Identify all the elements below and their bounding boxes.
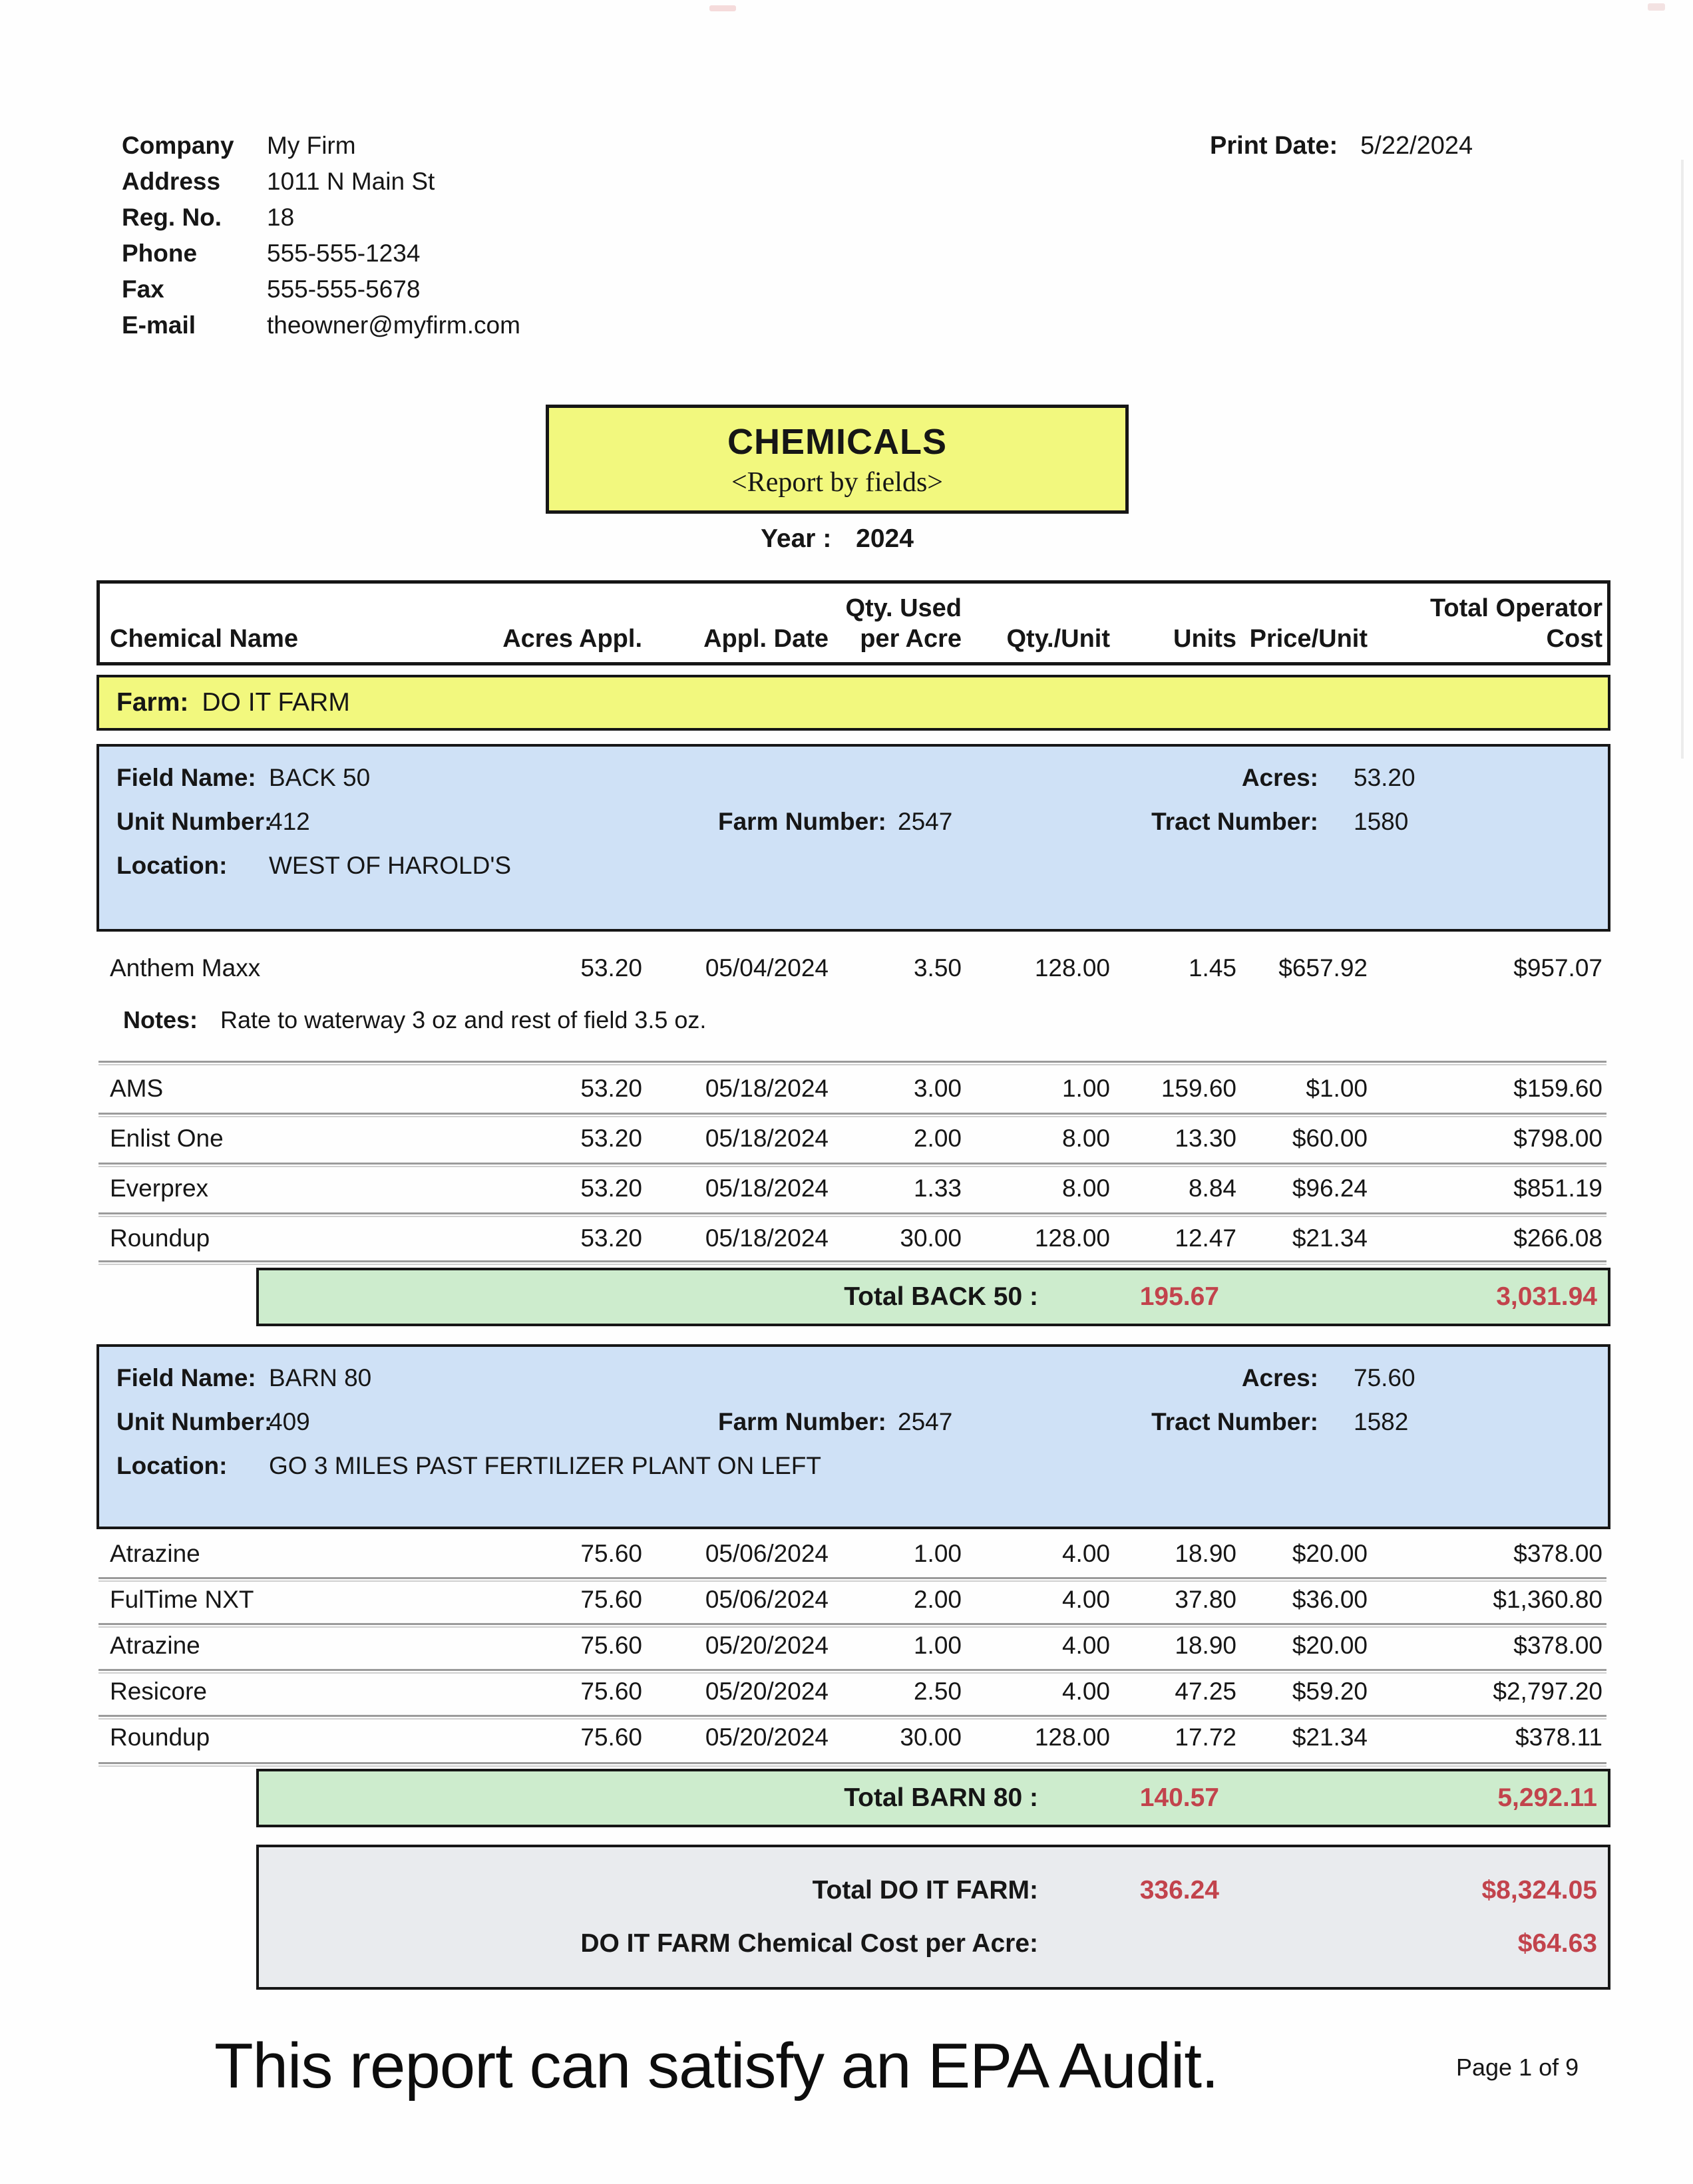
price-unit: $96.24 — [1292, 1175, 1368, 1202]
address-value: 1011 N Main St — [267, 168, 435, 195]
table-row — [96, 946, 1610, 990]
appl-date: 05/18/2024 — [705, 1075, 829, 1102]
cost-per-acre-value: $64.63 — [1517, 1929, 1597, 1958]
report-title: CHEMICALS — [727, 422, 947, 462]
location-label: Location: — [116, 1452, 228, 1479]
col-qty-used-per-acre: Qty. Used per Acre — [845, 594, 962, 653]
report-year — [546, 524, 1129, 554]
farm-total-box — [256, 1845, 1610, 1990]
chemical-name: Roundup — [110, 1224, 210, 1252]
chemical-name: Enlist One — [110, 1125, 224, 1152]
farm-band — [96, 675, 1610, 731]
total-cost: $957.07 — [1513, 954, 1602, 982]
table-row — [96, 1117, 1610, 1161]
units: 37.80 — [1175, 1586, 1236, 1613]
farm-total-label: Total DO IT FARM: — [812, 1876, 1038, 1905]
units: 47.25 — [1175, 1678, 1236, 1705]
tract-number-label: Tract Number: — [1151, 1408, 1318, 1435]
qty-used-per-acre: 1.33 — [913, 1175, 962, 1202]
company-value: My Firm — [267, 132, 356, 159]
cost-per-acre-row — [259, 1929, 1597, 1958]
location-label: Location: — [116, 852, 228, 879]
field-total-label: Total BACK 50 : — [844, 1282, 1038, 1311]
cost-per-acre-label: DO IT FARM Chemical Cost per Acre: — [580, 1929, 1038, 1958]
qty-unit: 128.00 — [1034, 1224, 1110, 1252]
scan-artifact — [1681, 160, 1684, 759]
field-name-value: BARN 80 — [269, 1364, 372, 1391]
price-unit: $21.34 — [1292, 1724, 1368, 1751]
epa-audit-tagline: This report can satisfy an EPA Audit. — [214, 2030, 1219, 2101]
acres-appl: 53.20 — [580, 1125, 642, 1152]
acres-appl: 75.60 — [580, 1586, 642, 1613]
total-cost: $378.00 — [1513, 1540, 1602, 1567]
qty-used-per-acre: 2.50 — [913, 1678, 962, 1705]
total-cost: $2,797.20 — [1493, 1678, 1602, 1705]
chemical-name: Roundup — [110, 1724, 210, 1751]
farm-total-cost: $8,324.05 — [1481, 1876, 1597, 1905]
table-row — [96, 1716, 1610, 1759]
company-label: Company — [122, 132, 234, 159]
tract-number-label: Tract Number: — [1151, 808, 1318, 835]
company-info — [122, 128, 520, 343]
total-cost: $378.11 — [1515, 1724, 1602, 1751]
print-date-value: 5/22/2024 — [1360, 132, 1473, 160]
location-value: GO 3 MILES PAST FERTILIZER PLANT ON LEFT — [269, 1452, 821, 1479]
qty-used-per-acre: 3.00 — [913, 1075, 962, 1102]
field-total-label: Total BARN 80 : — [844, 1783, 1038, 1812]
unit-number-value: 409 — [269, 1408, 310, 1435]
farm-number-value: 2547 — [898, 808, 953, 835]
appl-date: 05/04/2024 — [705, 954, 829, 982]
table-row — [96, 1167, 1610, 1210]
phone-value: 555-555-1234 — [267, 240, 421, 267]
report-subtitle: <Report by fields> — [731, 467, 943, 498]
phone-label: Phone — [122, 240, 198, 267]
price-unit: $60.00 — [1292, 1125, 1368, 1152]
total-cost: $159.60 — [1513, 1075, 1602, 1102]
farm-number-value: 2547 — [898, 1408, 953, 1435]
chemical-name: AMS — [110, 1075, 164, 1102]
qty-used-per-acre: 2.00 — [913, 1586, 962, 1613]
units: 13.30 — [1175, 1125, 1236, 1152]
farm-label: Farm: — [116, 688, 189, 717]
row-separator — [98, 1260, 1606, 1265]
col-qty-unit: Qty./Unit — [1006, 625, 1110, 653]
price-unit: $20.00 — [1292, 1540, 1368, 1567]
notes-label: Notes: — [123, 1006, 198, 1033]
chemical-name: Everprex — [110, 1175, 209, 1202]
location-value: WEST OF HAROLD'S — [269, 852, 512, 879]
col-total-operator-cost: Total Operator Cost — [1430, 594, 1602, 653]
chemical-name: Atrazine — [110, 1632, 200, 1659]
chemical-name: FulTime NXT — [110, 1586, 254, 1613]
reg-no-label: Reg. No. — [122, 204, 222, 231]
farm-number-label: Farm Number: — [718, 1408, 886, 1435]
acres-appl: 75.60 — [580, 1540, 642, 1567]
price-unit: $36.00 — [1292, 1586, 1368, 1613]
qty-unit: 4.00 — [1061, 1678, 1110, 1705]
qty-unit: 4.00 — [1061, 1632, 1110, 1659]
appl-date: 05/20/2024 — [705, 1678, 829, 1705]
farm-total-qty: 336.24 — [1139, 1876, 1219, 1905]
field-total-cost: 3,031.94 — [1496, 1282, 1597, 1311]
farm-total-row — [259, 1876, 1597, 1905]
year-label: Year : — [761, 524, 832, 553]
table-row — [96, 1578, 1610, 1622]
farm-name: DO IT FARM — [202, 688, 350, 717]
acres-appl: 75.60 — [580, 1678, 642, 1705]
tract-number-value: 1582 — [1354, 1408, 1409, 1435]
appl-date: 05/18/2024 — [705, 1224, 829, 1252]
notes-row — [123, 1006, 706, 1034]
col-chemical-name: Chemical Name — [110, 625, 299, 653]
units: 159.60 — [1161, 1075, 1236, 1102]
units: 1.45 — [1188, 954, 1236, 982]
qty-unit: 128.00 — [1034, 1724, 1110, 1751]
total-cost: $1,360.80 — [1493, 1586, 1602, 1613]
unit-number-label: Unit Number: — [116, 1408, 273, 1435]
appl-date: 05/18/2024 — [705, 1175, 829, 1202]
field-total-back-50 — [256, 1268, 1610, 1326]
appl-date: 05/20/2024 — [705, 1632, 829, 1659]
email-value: theowner@myfirm.com — [267, 311, 520, 339]
email-label: E-mail — [122, 311, 196, 339]
chemical-name: Resicore — [110, 1678, 207, 1705]
field-total-cost: 5,292.11 — [1497, 1783, 1597, 1812]
field-total-qty: 140.57 — [1139, 1783, 1219, 1812]
price-unit: $59.20 — [1292, 1678, 1368, 1705]
field-name-value: BACK 50 — [269, 764, 371, 791]
fax-label: Fax — [122, 275, 164, 303]
qty-unit: 8.00 — [1061, 1175, 1110, 1202]
unit-number-label: Unit Number: — [116, 808, 273, 835]
page-number: Page 1 of 9 — [1456, 2054, 1579, 2081]
unit-number-value: 412 — [269, 808, 310, 835]
col-units: Units — [1173, 625, 1236, 653]
table-row — [96, 1624, 1610, 1668]
units: 18.90 — [1175, 1540, 1236, 1567]
scan-artifact — [709, 5, 736, 11]
qty-used-per-acre: 1.00 — [913, 1540, 962, 1567]
appl-date: 05/20/2024 — [705, 1724, 829, 1751]
units: 17.72 — [1175, 1724, 1236, 1751]
qty-used-per-acre: 3.50 — [913, 954, 962, 982]
scan-artifact — [1648, 3, 1665, 11]
farm-number-label: Farm Number: — [718, 808, 886, 835]
total-cost: $798.00 — [1513, 1125, 1602, 1152]
qty-unit: 128.00 — [1034, 954, 1110, 982]
table-row — [96, 1216, 1610, 1260]
table-row — [96, 1670, 1610, 1714]
chemical-name: Anthem Maxx — [110, 954, 261, 982]
qty-used-per-acre: 1.00 — [913, 1632, 962, 1659]
total-cost: $266.08 — [1513, 1224, 1602, 1252]
field-total-qty: 195.67 — [1139, 1282, 1219, 1311]
price-unit: $657.92 — [1278, 954, 1368, 982]
units: 18.90 — [1175, 1632, 1236, 1659]
fax-value: 555-555-5678 — [267, 275, 421, 303]
year-value: 2024 — [856, 524, 914, 553]
appl-date: 05/06/2024 — [705, 1540, 829, 1567]
acres-value: 75.60 — [1354, 1364, 1415, 1391]
field-info-barn-80 — [96, 1344, 1610, 1529]
acres-appl: 53.20 — [580, 1175, 642, 1202]
col-price-unit: Price/Unit — [1249, 625, 1368, 653]
table-header — [96, 580, 1610, 665]
row-separator — [98, 1061, 1606, 1065]
col-acres-appl: Acres Appl. — [502, 625, 642, 653]
row-separator — [98, 1762, 1606, 1767]
qty-unit: 8.00 — [1061, 1125, 1110, 1152]
field-info-back-50 — [96, 744, 1610, 932]
reg-no-value: 18 — [267, 204, 295, 231]
acres-appl: 53.20 — [580, 1224, 642, 1252]
appl-date: 05/06/2024 — [705, 1586, 829, 1613]
col-appl-date: Appl. Date — [703, 625, 829, 653]
field-total-barn-80 — [256, 1769, 1610, 1827]
qty-used-per-acre: 30.00 — [900, 1224, 962, 1252]
acres-label: Acres: — [1241, 1364, 1318, 1391]
qty-unit: 1.00 — [1061, 1075, 1110, 1102]
acres-appl: 53.20 — [580, 1075, 642, 1102]
total-cost: $851.19 — [1513, 1175, 1602, 1202]
acres-appl: 53.20 — [580, 954, 642, 982]
address-label: Address — [122, 168, 221, 195]
chemical-name: Atrazine — [110, 1540, 200, 1567]
price-unit: $1.00 — [1306, 1075, 1368, 1102]
print-date — [1210, 132, 1473, 160]
units: 12.47 — [1175, 1224, 1236, 1252]
table-row — [96, 1532, 1610, 1576]
total-cost: $378.00 — [1513, 1632, 1602, 1659]
acres-appl: 75.60 — [580, 1632, 642, 1659]
qty-unit: 4.00 — [1061, 1540, 1110, 1567]
appl-date: 05/18/2024 — [705, 1125, 829, 1152]
report-title-box — [546, 405, 1129, 514]
field-name-label: Field Name: — [116, 1364, 256, 1391]
qty-used-per-acre: 2.00 — [913, 1125, 962, 1152]
price-unit: $20.00 — [1292, 1632, 1368, 1659]
notes-text: Rate to waterway 3 oz and rest of field 3.5 oz. — [220, 1006, 707, 1033]
price-unit: $21.34 — [1292, 1224, 1368, 1252]
acres-value: 53.20 — [1354, 764, 1415, 791]
table-row — [96, 1067, 1610, 1111]
acres-appl: 75.60 — [580, 1724, 642, 1751]
qty-used-per-acre: 30.00 — [900, 1724, 962, 1751]
qty-unit: 4.00 — [1061, 1586, 1110, 1613]
tract-number-value: 1580 — [1354, 808, 1409, 835]
print-date-label: Print Date: — [1210, 132, 1338, 160]
acres-label: Acres: — [1241, 764, 1318, 791]
field-name-label: Field Name: — [116, 764, 256, 791]
units: 8.84 — [1188, 1175, 1236, 1202]
